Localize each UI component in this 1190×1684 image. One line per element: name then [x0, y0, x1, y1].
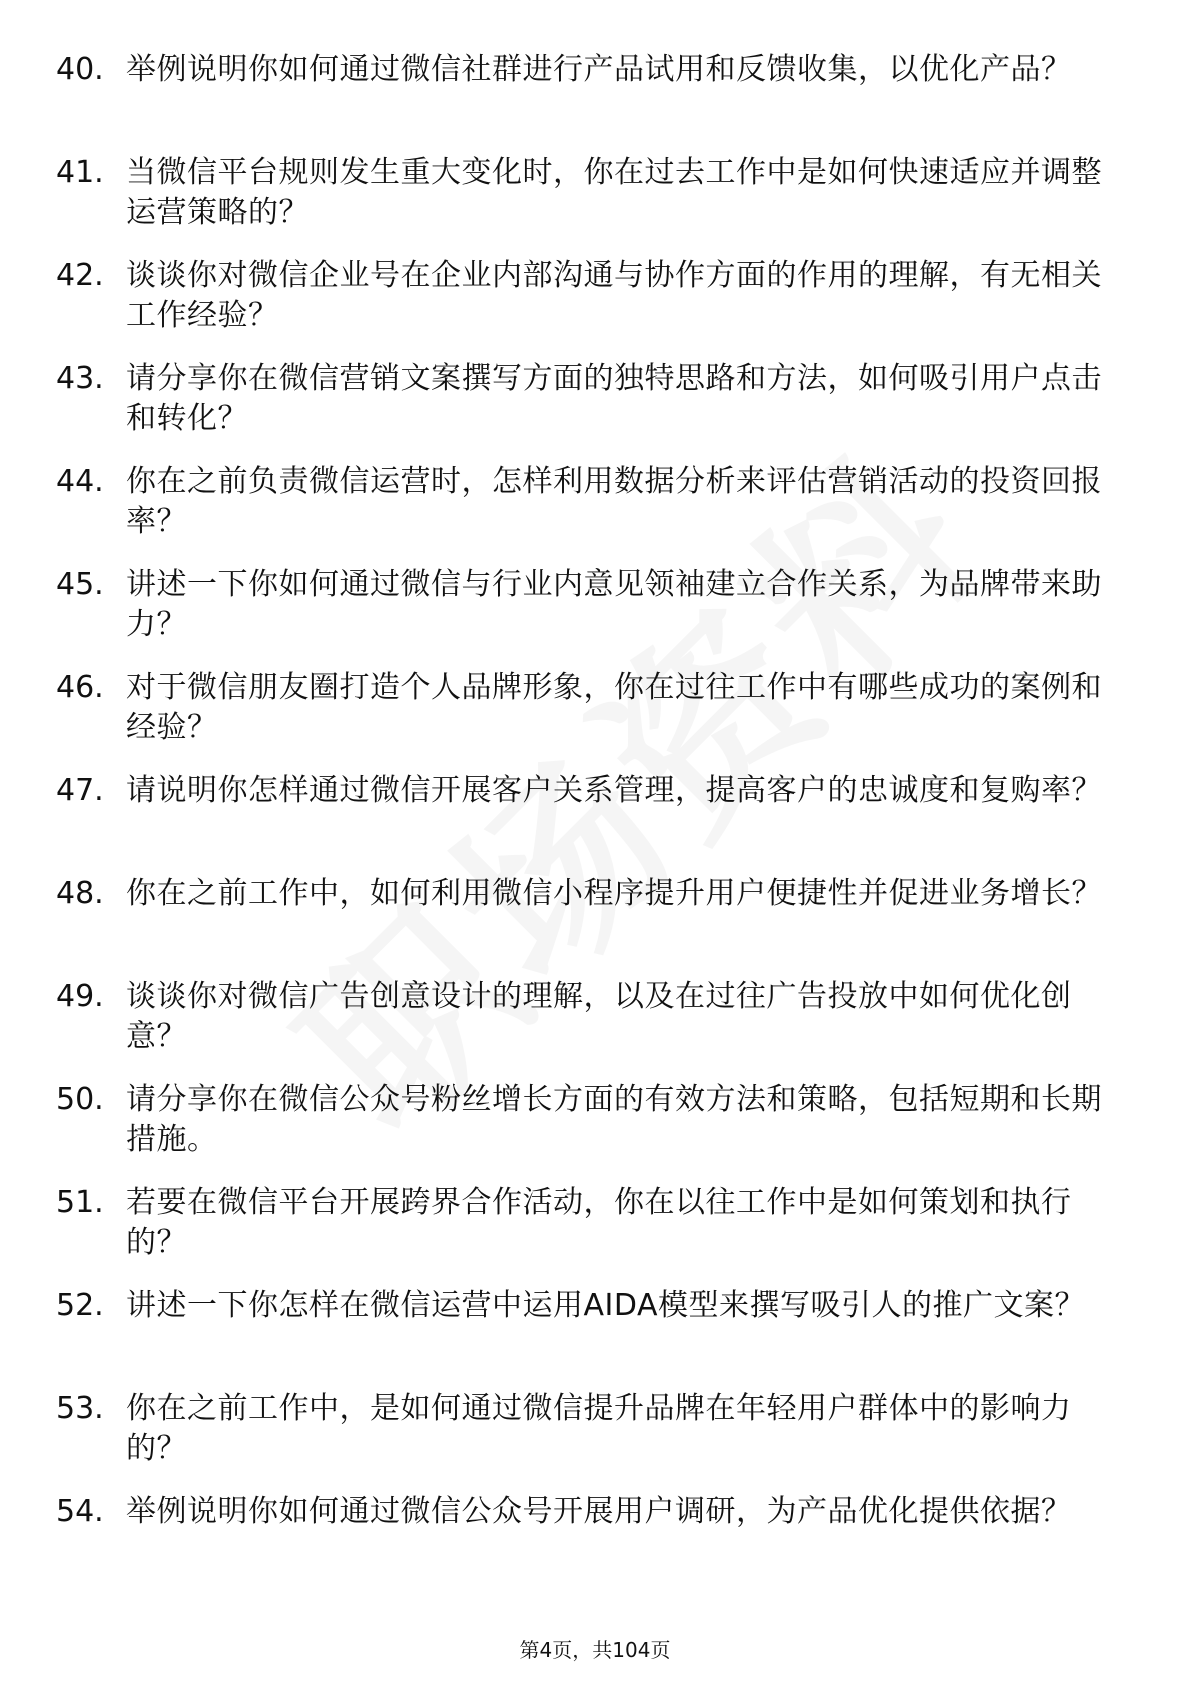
question-number: 46.	[56, 670, 104, 705]
question-number: 52.	[56, 1288, 104, 1323]
question-number: 53.	[56, 1391, 104, 1426]
page-footer: 第4页，共104页	[519, 1638, 671, 1662]
question-text: 举例说明你如何通过微信社群进行产品试用和反馈收集，以优化产品？	[126, 52, 1072, 87]
question-number: 44.	[56, 464, 104, 499]
question-number: 50.	[56, 1082, 104, 1117]
question-text: 对于微信朋友圈打造个人品牌形象，你在过往工作中有哪些成功的案例和经验？	[126, 670, 1102, 745]
question-text: 讲述一下你怎样在微信运营中运用AIDA模型来撰写吸引人的推广文案？	[126, 1288, 1085, 1323]
question-text: 请分享你在微信公众号粉丝增长方面的有效方法和策略，包括短期和长期措施。	[126, 1082, 1102, 1157]
question-item	[56, 462, 1126, 565]
question-number: 54.	[56, 1494, 104, 1529]
question-number: 48.	[56, 876, 104, 911]
question-item	[56, 1080, 1126, 1183]
question-number: 51.	[56, 1185, 104, 1220]
question-number: 49.	[56, 979, 104, 1014]
question-text: 你在之前工作中，是如何通过微信提升品牌在年轻用户群体中的影响力的？	[126, 1391, 1072, 1466]
question-number: 43.	[56, 361, 104, 396]
question-item	[56, 359, 1126, 462]
question-text: 你在之前负责微信运营时，怎样利用数据分析来评估营销活动的投资回报率？	[126, 464, 1102, 539]
question-text: 请说明你怎样通过微信开展客户关系管理，提高客户的忠诚度和复购率？	[126, 773, 1102, 808]
question-list	[56, 50, 1126, 1595]
question-text: 若要在微信平台开展跨界合作活动，你在以往工作中是如何策划和执行的？	[126, 1185, 1072, 1260]
question-item	[56, 565, 1126, 668]
question-item	[56, 1183, 1126, 1286]
question-item	[56, 668, 1126, 771]
question-item	[56, 771, 1126, 874]
question-number: 40.	[56, 52, 104, 87]
question-item	[56, 153, 1126, 256]
question-number: 42.	[56, 258, 104, 293]
question-item	[56, 1389, 1126, 1492]
question-item	[56, 1492, 1126, 1595]
question-number: 47.	[56, 773, 104, 808]
question-item	[56, 977, 1126, 1080]
question-item	[56, 874, 1126, 977]
question-item	[56, 50, 1126, 153]
question-item	[56, 1286, 1126, 1389]
question-text: 谈谈你对微信广告创意设计的理解，以及在过往广告投放中如何优化创意？	[126, 979, 1072, 1054]
question-text: 举例说明你如何通过微信公众号开展用户调研，为产品优化提供依据？	[126, 1494, 1072, 1529]
question-text: 你在之前工作中，如何利用微信小程序提升用户便捷性并促进业务增长？	[126, 876, 1102, 911]
question-text: 当微信平台规则发生重大变化时，你在过去工作中是如何快速适应并调整运营策略的？	[126, 155, 1102, 230]
question-item	[56, 256, 1126, 359]
question-text: 讲述一下你如何通过微信与行业内意见领袖建立合作关系，为品牌带来助力？	[126, 567, 1102, 642]
question-text: 请分享你在微信营销文案撰写方面的独特思路和方法，如何吸引用户点击和转化？	[126, 361, 1102, 436]
question-number: 41.	[56, 155, 104, 190]
question-text: 谈谈你对微信企业号在企业内部沟通与协作方面的作用的理解，有无相关工作经验？	[126, 258, 1102, 333]
question-number: 45.	[56, 567, 104, 602]
